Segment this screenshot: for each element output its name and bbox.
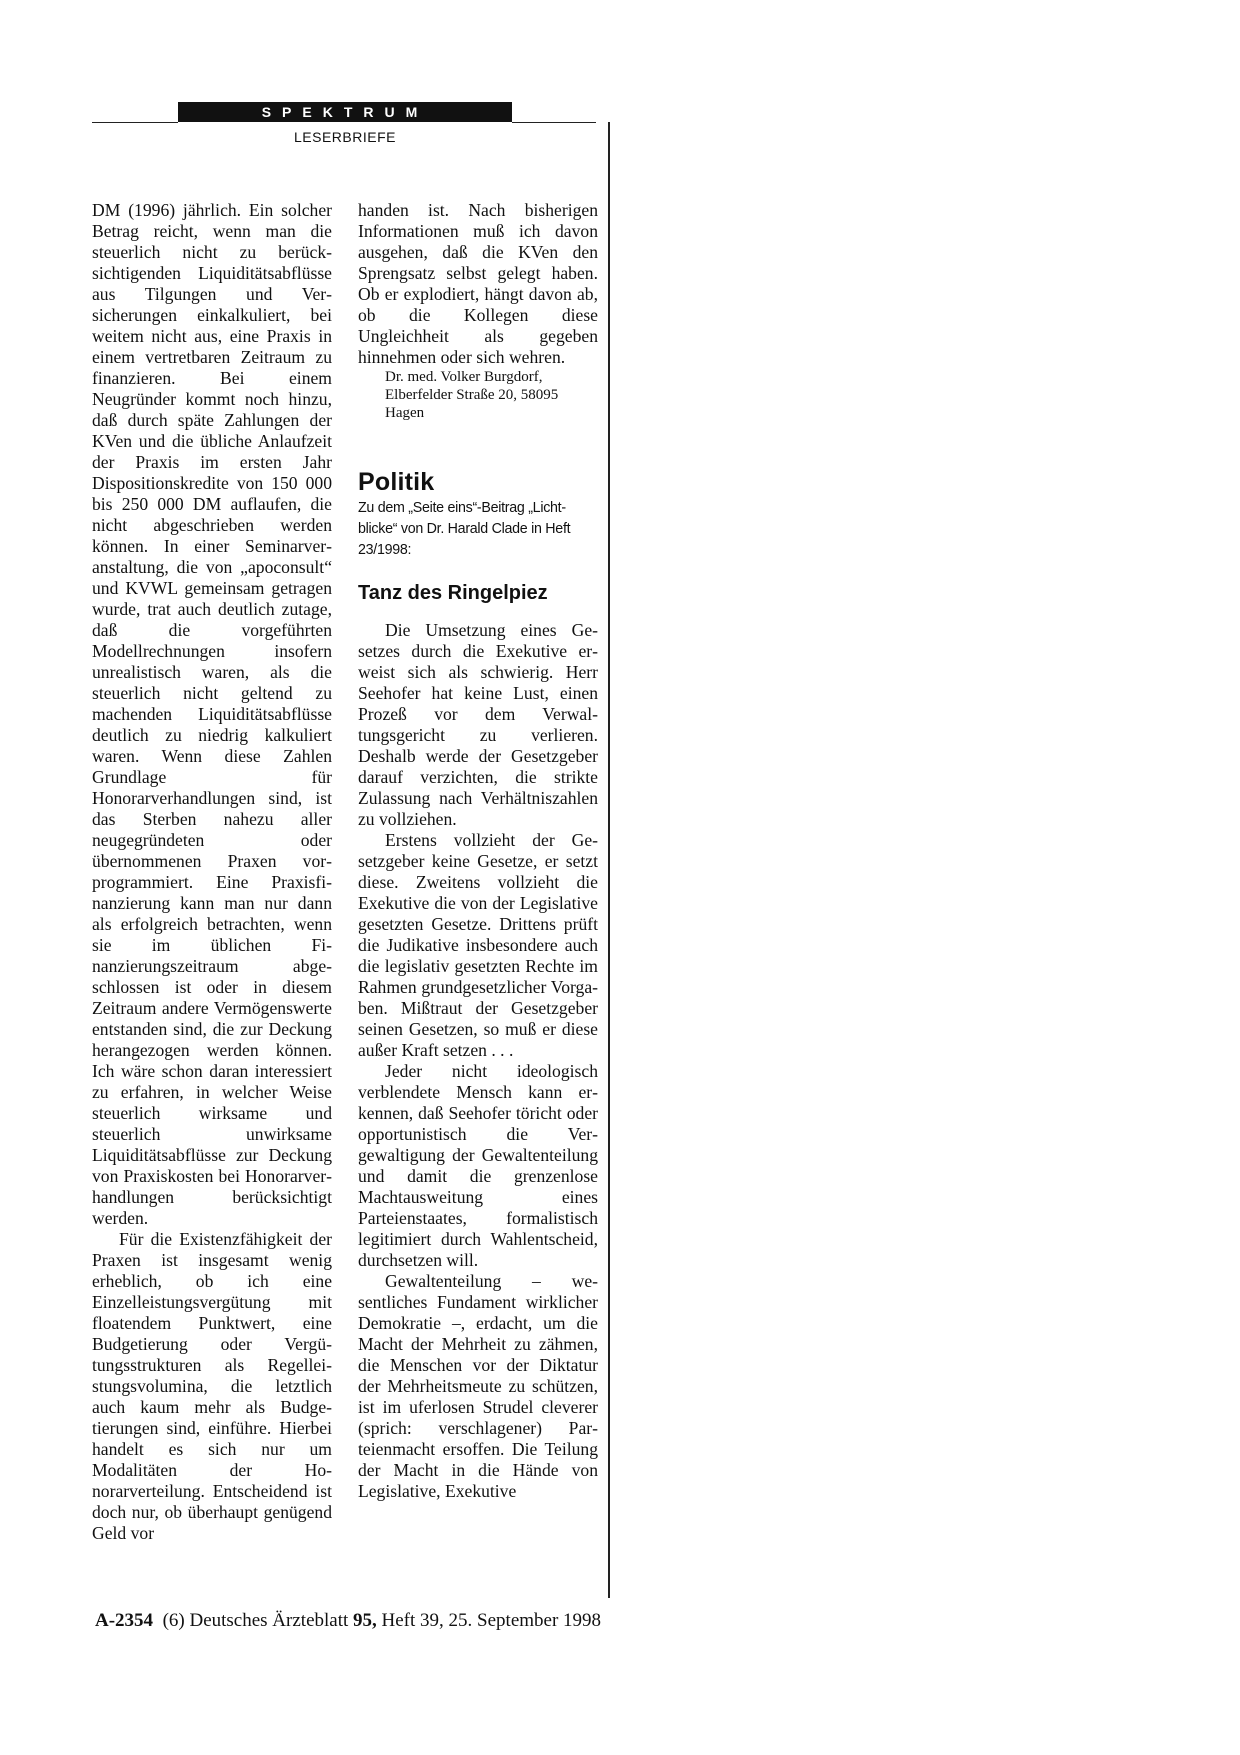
journal-name: (6) Deutsches Ärzteblatt xyxy=(162,1610,349,1631)
letter-signature: Dr. med. Volker Burgdorf, Elberfelder Straße 20, 58095 Hagen xyxy=(385,369,559,421)
left-paragraph-1: DM (1996) jährlich. Ein solcher Betrag reicht, wenn man die steuerlich nicht zu berücksichtigenden Liquiditätsabflüsse aus Tilgungen und Versicherungen einkalkuliert, bei weitem nicht aus, eine Praxis in einem vertretbaren Zeitraum zu finanzieren. Bei einem Neugründer kommt noch hinzu, daß durch späte Zahlungen der KVen und die übliche Anlaufzeit der Praxis im ersten Jahr Dispositionskredite von 150 000 bis 250 000 DM auflaufen, die nicht abgeschrieben werden können. In einer Seminarveranstaltung, die von „apoconsult“ und KVWL gemeinsam getragen wurde, trat auch deutlich zutage, daß die vorgeführten Modellrechnungen insofern unrealistisch waren, als die steuerlich nicht geltend zu machenden Liquiditätsabflüsse deutlich zu niedrig kalkuliert waren. Wenn diese Zahlen Grundlage für Honorarverhandlungen sind, ist das Sterben nahezu aller neugegründeten oder übernommenen Praxen vorprogrammiert. Eine Praxisfinanzierung kann man nur dann als erfolgreich betrachten, wenn sie im üblichen Finanzierungszeitraum abgeschlossen ist oder in diesem Zeitraum andere Vermögenswerte entstanden sind, die zur Deckung herangezogen werden können. Ich wäre schon daran interessiert zu erfahren, in welcher Weise steuerlich wirksame und steuerlich unwirksame Liquiditätsabflüsse zur Deckung von Praxiskosten bei Honorarverhandlungen berücksichtigt werden. xyxy=(92,200,332,1228)
header-rule-right xyxy=(512,122,596,123)
subsection-header: LESERBRIEFE xyxy=(294,129,396,145)
page-footer xyxy=(95,1610,601,1632)
header-rule-left xyxy=(92,122,178,123)
right-paragraph-4: Gewaltenteilung – wesentliches Fundament wirklicher Demokratie –, erdacht, um die Macht der Mehrheit zu zähmen, die Menschen vor der Diktatur der Mehrheitsmeute zu schützen, ist im uferlosen Strudel cleverer (sprich: verschlagener) Parteienmacht ersoffen. Die Teilung der Macht in die Hände von Legislative, Exekutive xyxy=(358,1271,598,1501)
right-column xyxy=(358,200,598,1502)
letter-intro: Zu dem „Seite eins“-Beitrag „Lichtblicke“ von Dr. Harald Clade in Heft 23/1998: xyxy=(358,499,571,558)
journal-volume: 95, xyxy=(353,1610,377,1631)
right-paragraph-3: Jeder nicht ideologisch verblendete Mensch kann erkennen, daß Seehofer töricht oder opportunistisch die Vergewaltigung der Gewaltenteilung und damit die grenzenlose Machtausweitung eines Parteienstaates, formalistisch legitimiert durch Wahlentscheid, durchsetzen will. xyxy=(358,1061,598,1270)
left-column xyxy=(92,200,332,1544)
section-title-politik: Politik xyxy=(358,468,435,496)
section-header: SPEKTRUM xyxy=(178,102,512,122)
left-paragraph-2: Für die Existenzfähigkeit der Praxen ist insgesamt wenig erheblich, ob ich eine Einzelleistungsvergütung mit floatendem Punktwert, eine Budgetierung oder Vergütungsstrukturen als Regelleistungsvolumina, die letztlich auch kaum mehr als Budgetierungen sind, einführe. Hierbei handelt es sich nur um Modalitäten der Honorarverteilung. Entscheidend ist doch nur, ob überhaupt genügend Geld vor xyxy=(92,1229,332,1543)
issue-date: Heft 39, 25. September 1998 xyxy=(381,1610,602,1631)
column-divider xyxy=(608,122,610,1598)
letter-title: Tanz des Ringelpiez xyxy=(358,582,548,604)
right-paragraph-1: Die Umsetzung eines Gesetzes durch die Exekutive erweist sich als schwierig. Herr Seehofer hat keine Lust, einen Prozeß vor dem Verwaltungsgericht zu verlieren. Deshalb werde der Gesetzgeber darauf verzichten, die strikte Zulassung nach Verhältniszahlen zu vollziehen. xyxy=(358,620,598,829)
right-continuation: handen ist. Nach bisherigen Informationen muß ich davon ausgehen, daß die KVen den Sprengsatz selbst gelegt haben. Ob er explodiert, hängt davon ab, ob die Kollegen diese Ungleichheit als gegeben hinnehmen oder sich wehren. xyxy=(358,200,598,367)
page-number: A-2354 xyxy=(95,1610,154,1631)
right-paragraph-2: Erstens vollzieht der Gesetzgeber keine Gesetze, er setzt diese. Zweitens vollzieht die Exekutive die von der Legislative gesetzten Gesetze. Drittens prüft die Judikative insbesondere auch die legislativ gesetzten Rechte im Rahmen grundgesetzlicher Vorgaben. Mißtraut der Gesetzgeber seinen Gesetzen, so muß er diese außer Kraft setzen . . . xyxy=(358,830,598,1060)
